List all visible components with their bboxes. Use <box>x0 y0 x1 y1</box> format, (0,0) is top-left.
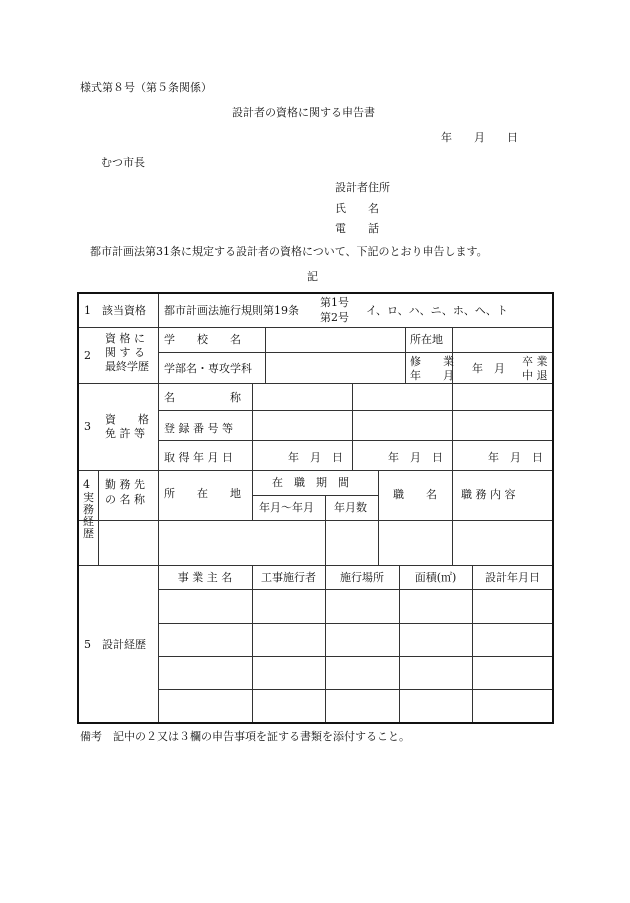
license-name-label: 名 称 <box>164 391 241 404</box>
date-field: 年 月 日 <box>441 131 518 144</box>
s2-label-line: 最終学歴 <box>105 360 149 373</box>
s3-label: 免 許 等 <box>105 427 145 440</box>
s1-rule: 都市計画法施行規則第19条 <box>164 304 299 317</box>
acquisition-date: 年 月 日 <box>388 451 443 464</box>
statement: 都市計画法第31条に規定する設計者の資格について、下記のとおり申告します。 <box>90 245 488 258</box>
study-ym: 年 月 <box>472 362 505 375</box>
table-border <box>77 292 554 724</box>
study-period-label: 修 業 <box>410 355 454 368</box>
s1-item2: 第2号 <box>320 311 349 324</box>
s1-item1: 第1号 <box>320 296 349 309</box>
applicant-phone-label: 電 話 <box>335 222 379 235</box>
s2-label-line: 関 す る <box>105 346 145 359</box>
addressee: むつ市長 <box>101 156 145 169</box>
registration-number-label: 登 録 番 号 等 <box>164 422 233 435</box>
s2-num: 2 <box>84 349 91 362</box>
period-range-label: 年月～年月 <box>259 501 314 514</box>
s1-label: 1 該当資格 <box>84 304 146 317</box>
footer-note: 備考 記中の２又は３欄の申告事項を証する書類を添付すること。 <box>80 730 410 743</box>
s4-vertical-label: 実務経歴 <box>83 491 94 540</box>
period-count-label: 年月数 <box>334 501 367 514</box>
faculty-label: 学部名・専攻学科 <box>164 362 252 375</box>
position-label: 職 名 <box>393 488 437 501</box>
ki-marker: 記 <box>307 270 318 283</box>
employer-label: 勤 務 先 <box>105 478 145 491</box>
acquisition-date-label: 取 得 年 月 日 <box>164 451 233 464</box>
employment-period-label: 在 職 期 間 <box>272 476 349 489</box>
column-header: 施行場所 <box>340 571 384 584</box>
acquisition-date: 年 月 日 <box>488 451 543 464</box>
applicant-address-label: 設計者住所 <box>335 181 390 194</box>
applicant-name-label: 氏 名 <box>335 202 379 215</box>
column-header: 工事施行者 <box>261 571 316 584</box>
column-header: 設計年月日 <box>485 571 540 584</box>
school-name-label: 学 校 名 <box>164 333 241 346</box>
document-title: 設計者の資格に関する申告書 <box>232 106 375 119</box>
s5-label: 5 設計経歴 <box>84 638 146 651</box>
s1-options: イ、ロ、ハ、ニ、ホ、ヘ、ト <box>366 304 508 317</box>
employer-location-label: 所 在 地 <box>164 487 241 500</box>
s3-label: 資 格 <box>105 413 149 426</box>
graduated-option: 卒 業 <box>522 355 548 368</box>
employer-label: の 名 称 <box>105 493 145 506</box>
dropout-option: 中 退 <box>522 369 548 382</box>
study-period-label: 年 月 <box>410 369 454 382</box>
column-header: 面積(㎡) <box>414 571 457 584</box>
s2-label-line: 資 格 に <box>105 332 145 345</box>
form-number: 様式第８号（第５条関係） <box>80 81 212 94</box>
s4-num: 4 <box>83 478 90 491</box>
acquisition-date: 年 月 日 <box>288 451 343 464</box>
column-header: 事 業 主 名 <box>177 571 233 584</box>
school-location-label: 所在地 <box>410 333 443 346</box>
duties-label: 職 務 内 容 <box>461 488 516 501</box>
s3-num: 3 <box>84 420 91 433</box>
